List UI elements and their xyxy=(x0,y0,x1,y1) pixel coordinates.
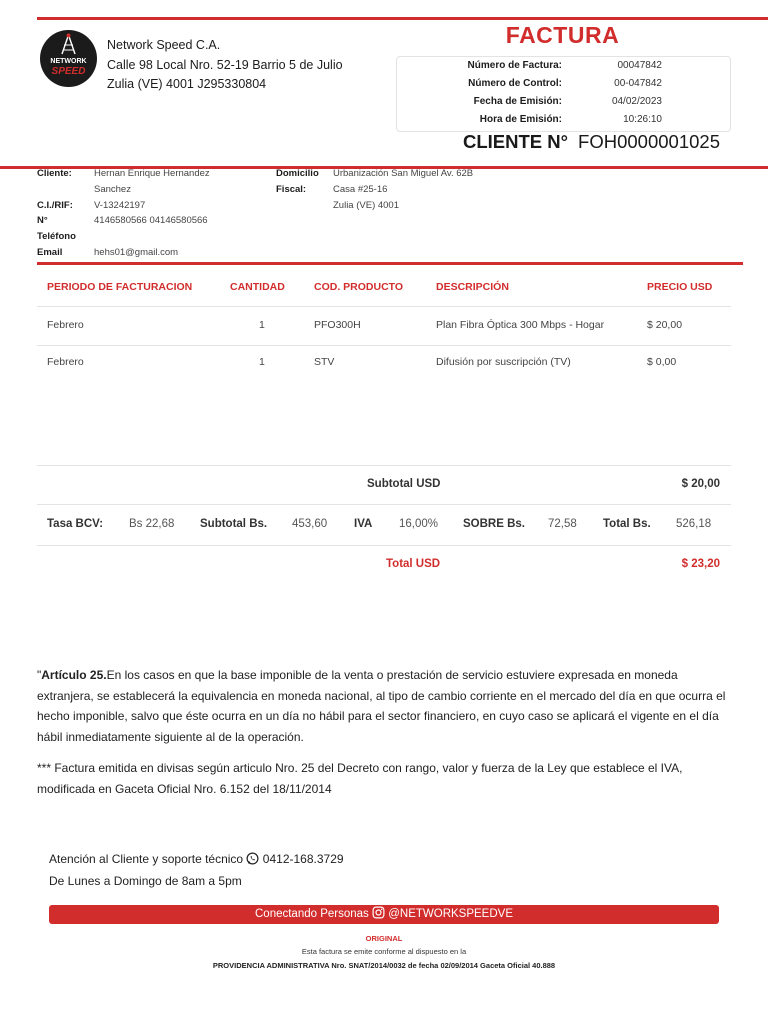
company-info xyxy=(107,36,343,95)
support-hours: De Lunes a Domingo de 8am a 5pm xyxy=(49,874,242,888)
support-phone: 0412-168.3729 xyxy=(262,852,344,866)
total-usd-value: $ 23,20 xyxy=(681,558,720,570)
original-label: ORIGINAL xyxy=(365,934,403,943)
client-name-1: Hernan Enrique Hernandez xyxy=(94,168,210,179)
subtotal-usd-value: $ 20,00 xyxy=(681,478,720,490)
invoice-meta-box xyxy=(396,56,731,132)
meta-value: 04/02/2023 xyxy=(611,96,662,107)
cell-periodo: Febrero xyxy=(47,319,84,331)
tasa-label: Tasa BCV: xyxy=(47,518,104,530)
cell-cantidad: 1 xyxy=(259,356,265,368)
social-banner xyxy=(49,905,719,924)
client-label: Cliente: xyxy=(37,168,72,179)
cell-cod: STV xyxy=(314,356,335,368)
subtotal-bs-value: 453,60 xyxy=(292,518,328,530)
svg-text:SPEED: SPEED xyxy=(51,66,86,77)
domicilio-labels xyxy=(276,166,319,198)
totals-top-divider xyxy=(37,465,731,466)
company-logo xyxy=(40,30,97,87)
email-label: Email xyxy=(37,246,63,258)
svg-text:NETWORK: NETWORK xyxy=(50,58,87,65)
cell-periodo: Febrero xyxy=(47,356,84,368)
whatsapp-icon xyxy=(246,852,259,865)
meta-row-invoice-number xyxy=(397,58,730,76)
meta-row-control-number xyxy=(397,76,730,94)
meta-value: 00-047842 xyxy=(614,78,662,89)
total-bs-label: Total Bs. xyxy=(603,518,651,530)
th-cantidad: CANTIDAD xyxy=(230,281,285,293)
iva-value: 16,00% xyxy=(399,518,439,530)
th-cod-producto: COD. PRODUCTO xyxy=(314,281,404,293)
th-periodo: PERIODO DE FACTURACION xyxy=(47,281,193,293)
meta-row-issue-time xyxy=(397,112,730,130)
company-name: Network Speed C.A. xyxy=(107,38,221,52)
meta-label: Número de Factura: xyxy=(467,60,562,71)
phone-label-1: N° xyxy=(37,215,48,227)
article-25-text xyxy=(37,665,737,747)
rif-value: V-13242197 xyxy=(94,199,146,211)
meta-value: 00047842 xyxy=(617,60,662,71)
meta-label: Número de Control: xyxy=(468,78,562,89)
row-divider xyxy=(37,345,731,346)
cell-precio: $ 20,00 xyxy=(647,319,683,331)
cell-descripcion: Difusión por suscripción (TV) xyxy=(436,356,571,368)
domicilio-label-1: Domicilio xyxy=(276,168,319,179)
sobre-value: 72,58 xyxy=(548,518,577,530)
tasa-value: Bs 22,68 xyxy=(129,518,175,530)
meta-row-issue-date xyxy=(397,94,730,112)
banner-handle: @NETWORKSPEEDVE xyxy=(388,908,513,920)
support-label: Atención al Cliente y soporte técnico xyxy=(49,852,244,866)
cell-descripcion: Plan Fibra Óptica 300 Mbps - Hogar xyxy=(436,319,605,331)
company-address-line1: Calle 98 Local Nro. 52-19 Barrio 5 de Julio xyxy=(107,57,343,72)
meta-label: Fecha de Emisión: xyxy=(473,96,562,107)
table-header-divider xyxy=(37,306,731,307)
article-body: En los casos en que la base imponible de la venta o prestación de servicio estuviere expresada en moneda extranjera, se establecerá la equivalencia en moneda nacional, al tipo de cambio corriente en el mercado del día en que ocurra el hecho imponible, salvo que éste ocurra en un día no hábil para el sector financiero, en cuyo caso se aplicará el vigente en el día hábil inmediatamente siguiente al de la operación. xyxy=(37,668,726,744)
invoice-title: FACTURA xyxy=(505,22,620,48)
meta-label: Hora de Emisión: xyxy=(479,114,562,125)
domicilio-values xyxy=(333,166,473,213)
phone-label-2: Teléfono xyxy=(37,231,76,243)
meta-value: 10:26:10 xyxy=(623,114,662,125)
subtotal-bs-label: Subtotal Bs. xyxy=(200,518,268,530)
cell-cod: PFO300H xyxy=(314,319,361,331)
rif-label: C.I./RIF: xyxy=(37,199,73,211)
client-number-value: FOH0000001025 xyxy=(578,131,720,152)
domicilio-line1: Urbanización San Miguel Av. 62B xyxy=(333,168,474,179)
totals-mid-divider xyxy=(37,504,731,505)
totals-bottom-divider xyxy=(37,545,731,546)
top-rule xyxy=(37,17,768,20)
total-bs-value: 526,18 xyxy=(676,518,712,530)
client-number-label: CLIENTE N° xyxy=(463,131,569,152)
disclaimer-line2: PROVIDENCIA ADMINISTRATIVA Nro. SNAT/2014/0032 de fecha 02/09/2014 Gaceta Oficial 40.888 xyxy=(212,961,556,970)
phone-value: 4146580566 04146580566 xyxy=(94,215,208,227)
iva-label: IVA xyxy=(354,518,373,530)
support-line xyxy=(49,852,344,866)
client-number xyxy=(463,131,720,153)
client-values xyxy=(94,166,210,261)
banner-text: Conectando Personas xyxy=(255,908,369,920)
total-usd-label: Total USD xyxy=(386,558,441,570)
sobre-label: SOBRE Bs. xyxy=(463,518,525,530)
client-name-2: Sanchez xyxy=(94,183,131,195)
client-labels xyxy=(37,166,76,261)
domicilio-line2: Casa #25-16 xyxy=(333,183,388,195)
cell-cantidad: 1 xyxy=(259,319,265,331)
tower-icon xyxy=(40,30,97,87)
th-descripcion: DESCRIPCIÓN xyxy=(436,281,509,293)
cell-precio: $ 0,00 xyxy=(647,356,677,368)
article-title: Artículo 25. xyxy=(41,668,107,682)
domicilio-line3: Zulia (VE) 4001 xyxy=(333,199,400,211)
subtotal-usd-label: Subtotal USD xyxy=(367,478,441,490)
email-value: hehs01@gmail.com xyxy=(94,246,179,258)
invoice-note: *** Factura emitida en divisas según articulo Nro. 25 del Decreto con rango, valor y fuerza de la Ley que establece el IVA, modificada en Gaceta Oficial Nro. 6.152 del 18/11/2014 xyxy=(37,761,683,796)
th-precio: PRECIO USD xyxy=(647,281,713,293)
domicilio-label-2: Fiscal: xyxy=(276,183,307,195)
instagram-icon xyxy=(372,906,385,919)
client-bottom-rule xyxy=(37,262,743,265)
article-quote: " xyxy=(37,668,42,682)
company-address-line2: Zulia (VE) 4001 J295330804 xyxy=(107,77,267,91)
disclaimer-line1: Esta factura se emite conforme al dispuesto en la xyxy=(301,947,467,956)
